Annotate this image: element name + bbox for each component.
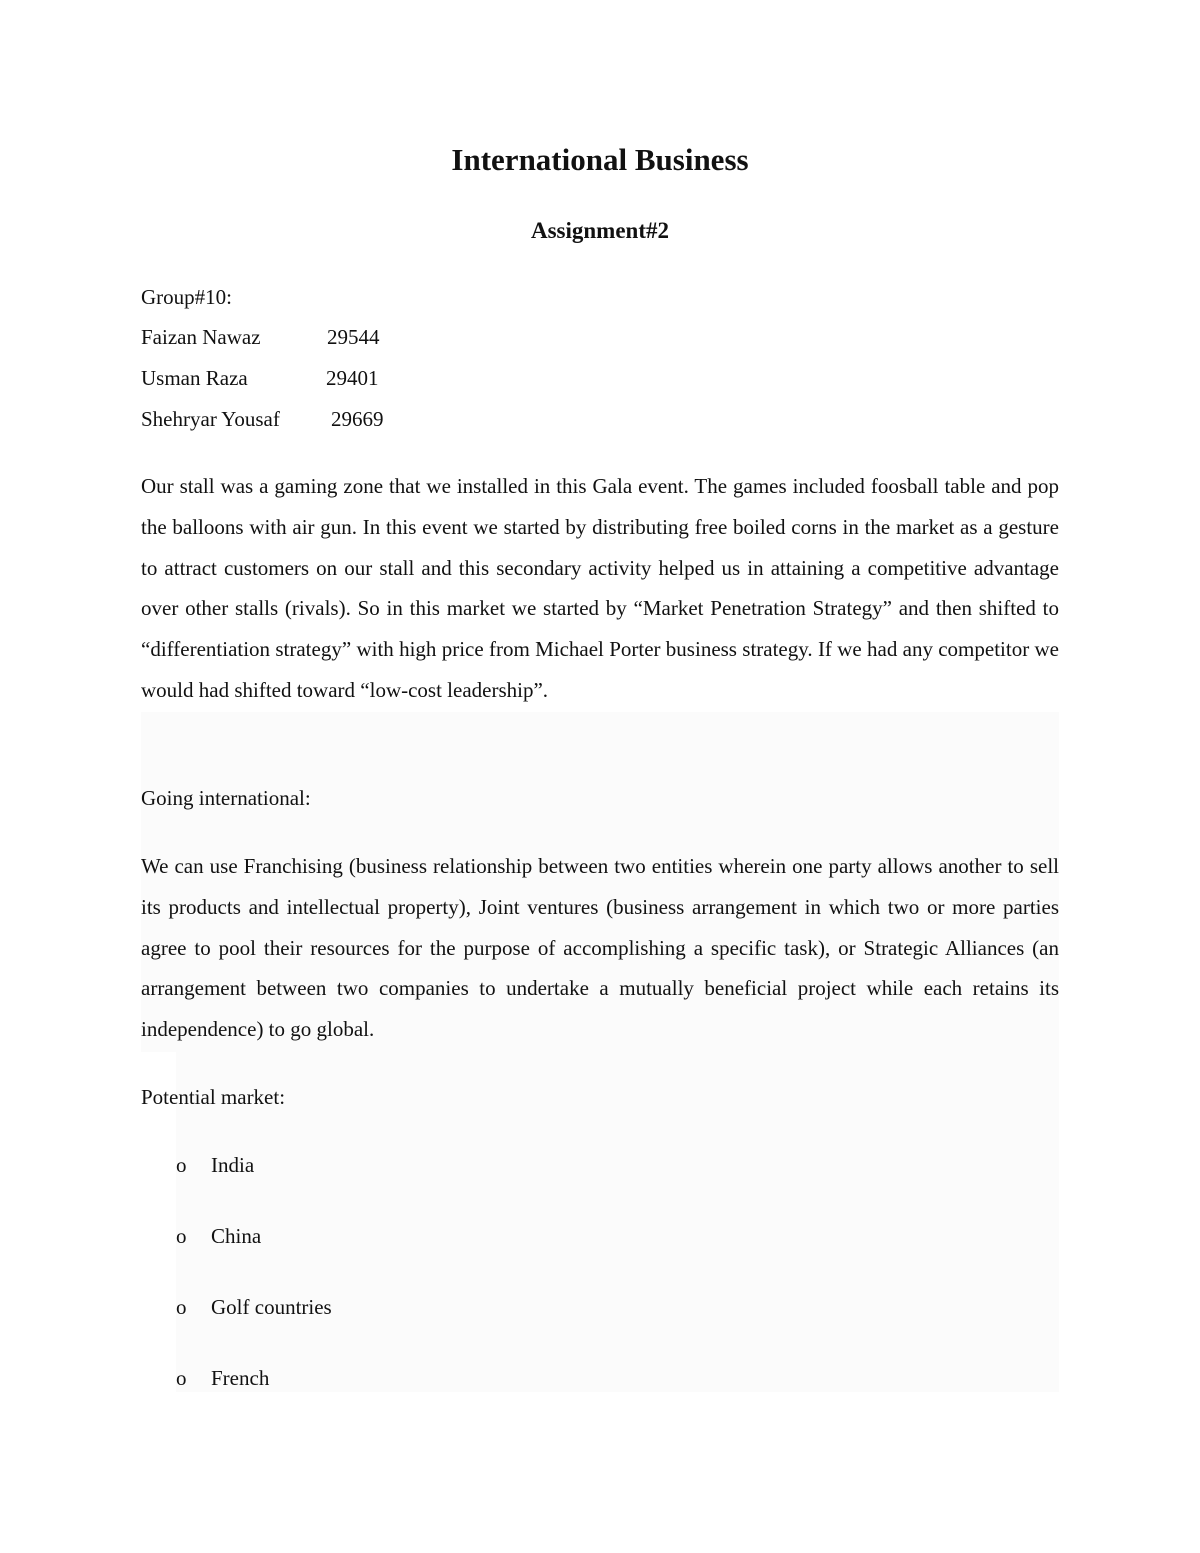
member-name: Faizan Nawaz	[141, 325, 261, 349]
bullet-icon: o	[176, 1153, 187, 1177]
member-id: 29544	[327, 325, 380, 349]
market-list-item	[141, 1216, 1059, 1256]
member-name: Usman Raza	[141, 366, 248, 390]
bullet-icon: o	[176, 1295, 187, 1319]
market-list-item	[141, 1358, 1059, 1398]
member-id: 29401	[326, 366, 379, 390]
heading-potential-market: Potential market:	[141, 1085, 286, 1109]
member-id: 29669	[331, 407, 384, 431]
market-list-item	[141, 1145, 1059, 1185]
market-name: French	[211, 1366, 270, 1390]
market-list-item	[141, 1287, 1059, 1327]
member-row	[141, 322, 380, 352]
bullet-icon: o	[176, 1224, 187, 1248]
document-subtitle: Assignment#2	[530, 218, 669, 243]
group-label: Group#10:	[141, 285, 232, 309]
paragraph-stall: Our stall was a gaming zone that we installed in this Gala event. The games included foosball table and pop the balloons with air gun. In this event we started by distributing free boiled corns in the market as a gesture to attract customers on our stall and this secondary activity helped us in attaining a competitive advantage over other stalls (rivals). So in this market we started by “Market Penetration Strategy” and then shifted to “differentiation strategy” with high price from Michael Porter business strategy. If we had any competitor we would had shifted toward “low-cost leadership”.	[141, 474, 1059, 702]
bullet-icon: o	[176, 1366, 187, 1390]
market-name: China	[211, 1224, 262, 1248]
document-title: International Business	[451, 142, 749, 177]
paragraph-going-international: We can use Franchising (business relationship between two entities wherein one party allows another to sell its products and intellectual property), Joint ventures (business arrangement in which two or more parties agree to pool their resources for the purpose of accomplishing a specific task), or Strategic Alliances (an arrangement between two companies to undertake a mutually beneficial project while each retains its independence) to go global.	[141, 854, 1059, 1042]
member-row	[141, 363, 379, 393]
member-row	[141, 404, 384, 434]
market-name: Golf countries	[211, 1295, 332, 1319]
heading-going-international: Going international:	[141, 786, 311, 810]
member-name: Shehryar Yousaf	[141, 407, 280, 431]
market-name: India	[211, 1153, 255, 1177]
